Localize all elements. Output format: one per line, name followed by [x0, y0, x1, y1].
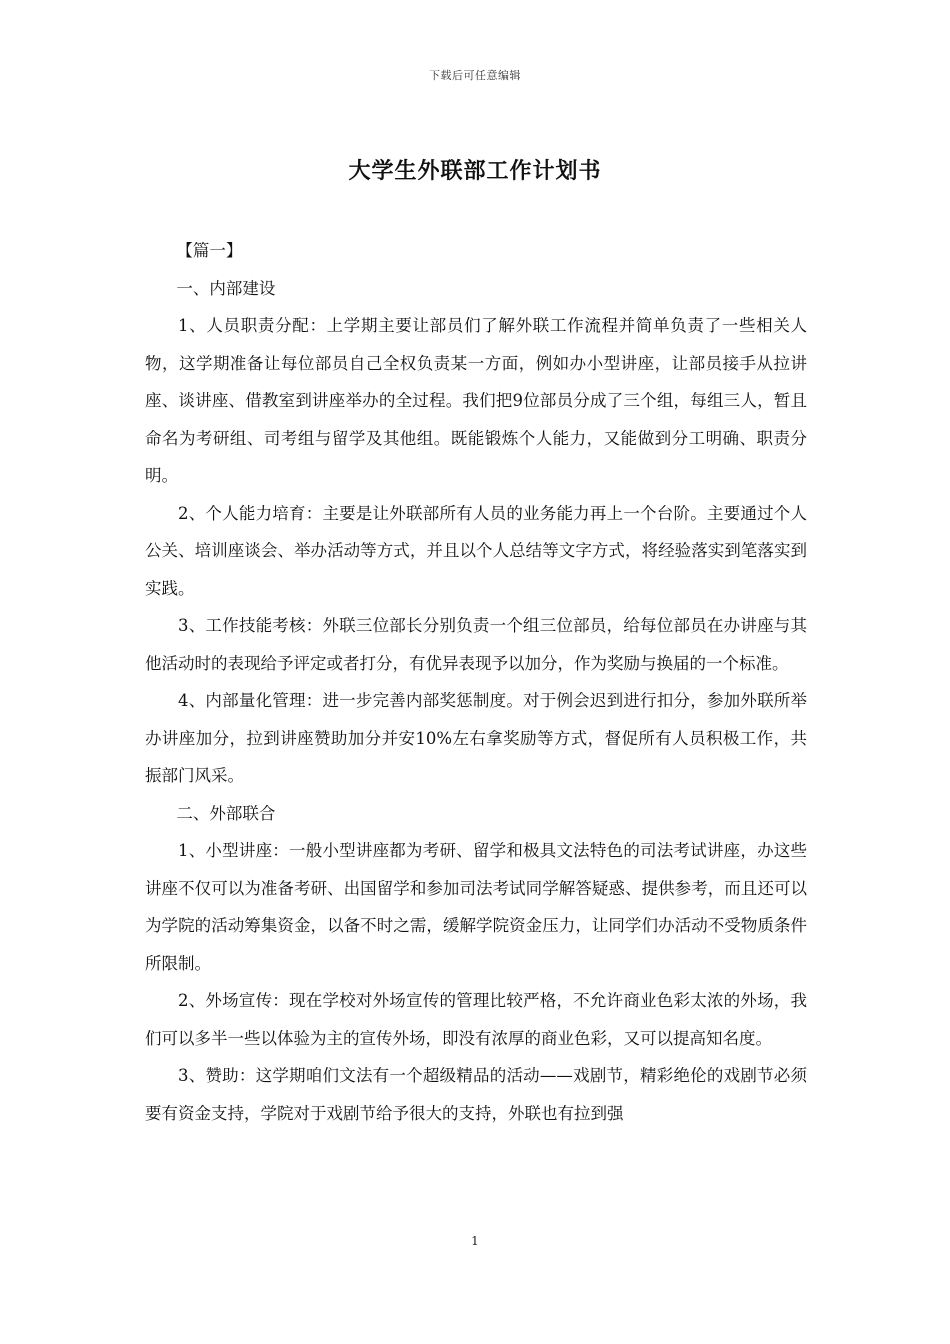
paragraph: 3、工作技能考核：外联三位部长分别负责一个组三位部员，给每位部员在办讲座与其他活动时的表现给予评定或者打分，有优异表现予以加分，作为奖励与换届的一个标准。: [145, 616, 807, 673]
section-label: 【篇一】: [176, 241, 243, 260]
section-heading: 二、外部联合: [176, 803, 276, 823]
paragraph: 1、人员职责分配：上学期主要让部员们了解外联工作流程并简单负责了一些相关人物，这学期准备让每位部员自己全权负责某一方面，例如办小型讲座，让部员接手从拉讲座、谈讲座、借教室到讲座举办的全过程。我们把9位部员分成了三个组，每组三人，暂且命名为考研组、司考组与留学及其他组。既能锻炼个人能力，又能做到分工明确、职责分明。: [145, 316, 807, 485]
paragraph: 3、赞助：这学期咱们文法有一个超级精品的活动——戏剧节，精彩绝伦的戏剧节必须要有资金支持，学院对于戏剧节给予很大的支持，外联也有拉到强: [145, 1066, 807, 1123]
section-heading: 一、内部建设: [176, 278, 276, 298]
document-body: [145, 232, 807, 1132]
document-title: 大学生外联部工作计划书: [348, 158, 602, 184]
page-number: 1: [471, 1234, 479, 1248]
page-header: 下载后可任意编辑: [429, 69, 521, 82]
paragraph: 2、个人能力培育：主要是让外联部所有人员的业务能力再上一个台阶。主要通过个人公关、培训座谈会、举办活动等方式，并且以个人总结等文字方式，将经验落实到笔落实到实践。: [145, 503, 807, 598]
paragraph: 2、外场宣传：现在学校对外场宣传的管理比较严格，不允许商业色彩太浓的外场，我们可以多半一些以体验为主的宣传外场，即没有浓厚的商业色彩，又可以提高知名度。: [145, 991, 807, 1048]
paragraph: 4、内部量化管理：进一步完善内部奖惩制度。对于例会迟到进行扣分，参加外联所举办讲座加分，拉到讲座赞助加分并安10%左右拿奖励等方式，督促所有人员积极工作，共振部门风采。: [145, 691, 807, 785]
paragraph: 1、小型讲座：一般小型讲座都为考研、留学和极具文法特色的司法考试讲座，办这些讲座不仅可以为准备考研、出国留学和参加司法考试同学解答疑惑、提供参考，而且还可以为学院的活动筹集资金，以备不时之需，缓解学院资金压力，让同学们办活动不受物质条件所限制。: [145, 841, 807, 973]
